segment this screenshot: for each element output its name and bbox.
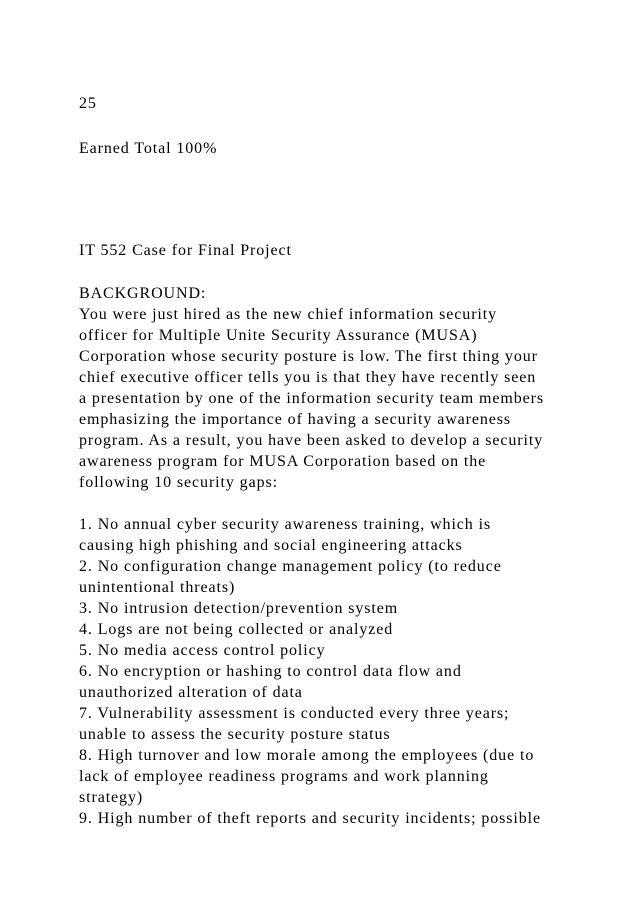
list-item-line: 9. High number of theft reports and security incidents; possible xyxy=(79,810,541,827)
list-item-line: strategy) xyxy=(79,789,144,806)
list-item-line: 5. No media access control policy xyxy=(79,642,326,659)
case-title: IT 552 Case for Final Project xyxy=(79,242,292,259)
list-item-line: 2. No configuration change management policy (to reduce xyxy=(79,558,502,575)
paragraph-line: Corporation whose security posture is low. The first thing your xyxy=(79,348,538,365)
list-item-line: unintentional threats) xyxy=(79,579,236,596)
list-item-line: 1. No annual cyber security awareness training, which is xyxy=(79,516,492,533)
list-item-line: unable to assess the security posture status xyxy=(79,726,391,743)
list-item-line: 8. High turnover and low morale among the employees (due to xyxy=(79,747,535,764)
list-item-line: 6. No encryption or hashing to control data flow and xyxy=(79,663,462,680)
paragraph-line: chief executive officer tells you is that they have recently seen xyxy=(79,369,537,386)
paragraph-line: following 10 security gaps: xyxy=(79,474,278,491)
list-item-line: lack of employee readiness programs and work planning xyxy=(79,768,489,785)
list-item-line: causing high phishing and social engineering attacks xyxy=(79,537,463,554)
section-heading: BACKGROUND: xyxy=(79,285,207,302)
list-item-line: 3. No intrusion detection/prevention system xyxy=(79,600,399,617)
paragraph-line: officer for Multiple Unite Security Assurance (MUSA) xyxy=(79,327,478,344)
paragraph-line: a presentation by one of the information security team members xyxy=(79,390,545,407)
paragraph-line: emphasizing the importance of having a security awareness xyxy=(79,411,512,428)
page-number: 25 xyxy=(79,95,97,112)
list-item-line: unauthorized alteration of data xyxy=(79,684,303,701)
paragraph-line: program. As a result, you have been asked to develop a security xyxy=(79,432,544,449)
list-item-line: 4. Logs are not being collected or analyzed xyxy=(79,621,394,638)
list-item-line: 7. Vulnerability assessment is conducted every three years; xyxy=(79,705,510,722)
paragraph-line: You were just hired as the new chief information security xyxy=(79,306,498,323)
earned-total: Earned Total 100% xyxy=(79,140,218,157)
paragraph-line: awareness program for MUSA Corporation based on the xyxy=(79,453,487,470)
